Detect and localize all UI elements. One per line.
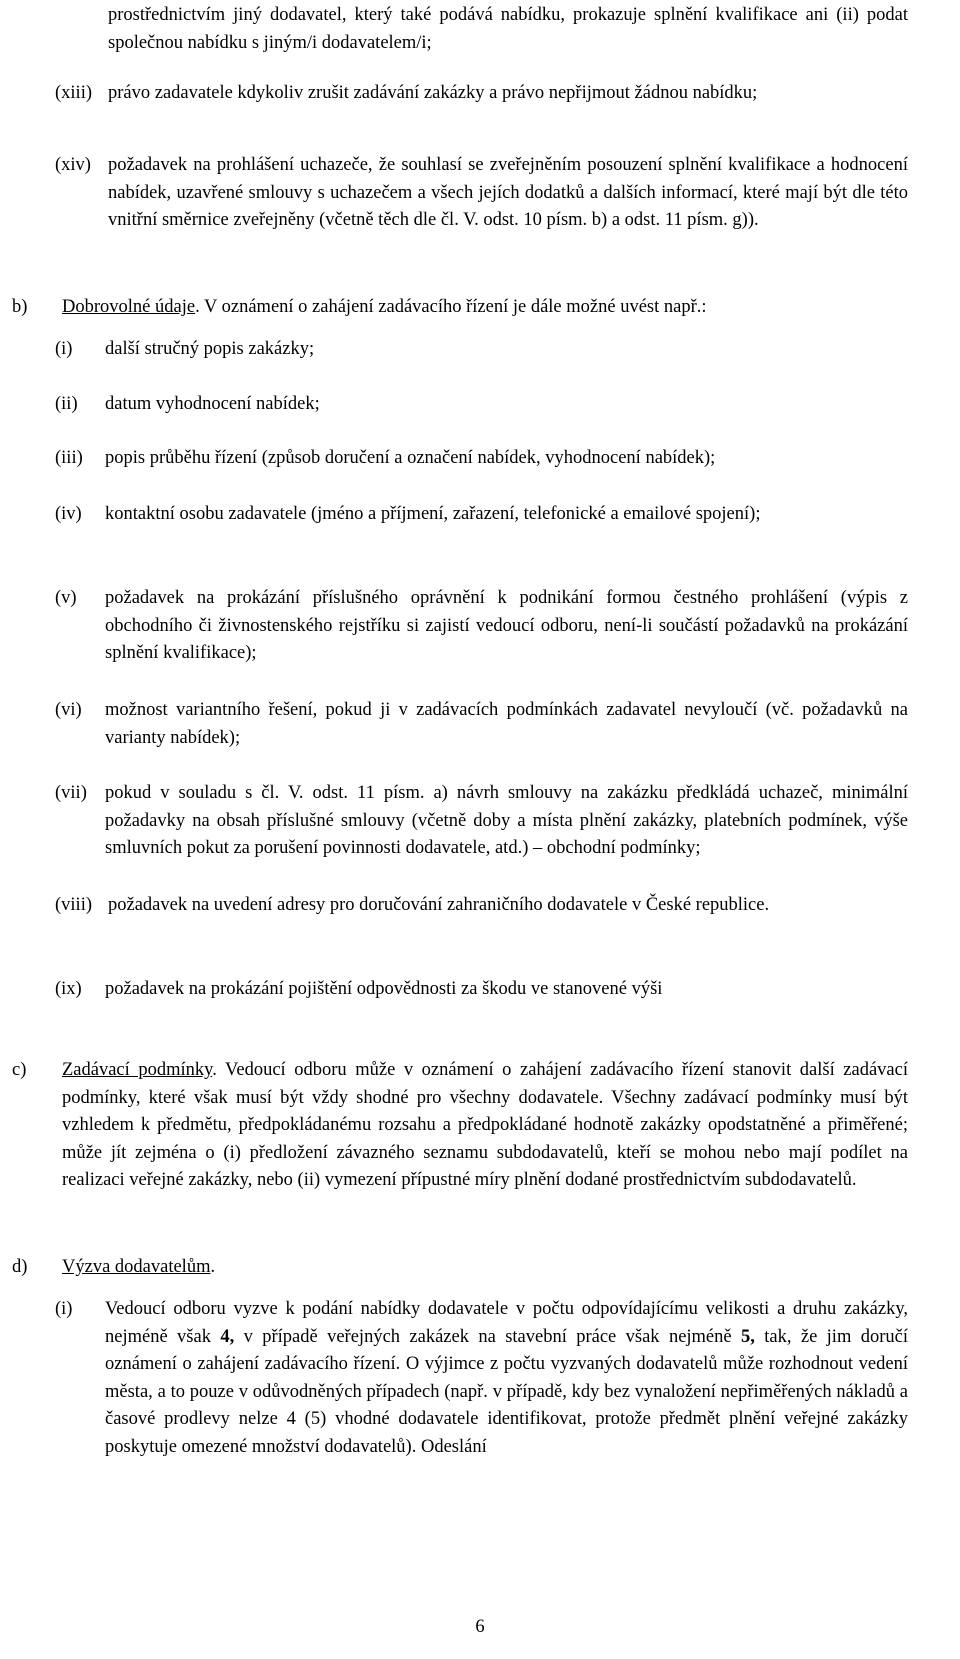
item-number: (vi) <box>55 700 82 720</box>
list-item <box>55 585 908 669</box>
item-text: požadavek na prokázání příslušného oprávnění k podnikání formou čestného prohlášení (výpis z obchodního či živnostenského rejstříku si zajistí vedoucí odboru, není-li součástí požadavků na prokázání splnění kvalifikace); <box>105 588 908 663</box>
item-number: (i) <box>55 1299 73 1319</box>
list-item <box>55 445 908 473</box>
item-text-part: v případě veřejných zakázek na stavební práce však nejméně <box>234 1326 741 1347</box>
item-text-part: tak, že jim doručí oznámení o zahájení zadávacího řízení. O výjimce z počtu vyzvaných dodavatelů může rozhodnout vedení města, a to pouze v odůvodněných případech (např. v případě, kdy bez vynaložení nepřiměřených nákladů a časové prodlevy nelze 4 (5) vhodné dodavatele identifikovat, protože předmět plnění veřejné zakázky poskytuje omezené množství dodavatelů). Odeslání <box>105 1326 908 1457</box>
list-item <box>55 780 908 892</box>
item-text <box>105 1296 908 1461</box>
section-c <box>12 1057 908 1253</box>
section-heading: Výzva dodavatelům <box>62 1257 211 1277</box>
section-heading-suffix: . <box>210 1257 216 1277</box>
section-d-heading <box>62 1254 908 1282</box>
section-letter: d) <box>12 1257 28 1277</box>
item-number: (iv) <box>55 504 82 524</box>
section-lead-text: . V oznámení o zahájení zadávacího řízení je dále možné uvést např.: <box>195 297 707 317</box>
item-text-bold: 4, <box>220 1326 235 1347</box>
section-body-text: . Vedoucí odboru může v oznámení o zahájení zadávacího řízení stanovit další zadávací podmínky, které však musí být vždy shodné pro všechny dodavatele. Všechny zadávací podmínky musí být vzhledem k předmětu, předpokládanému rozsahu a předpokládané hodnotě zakázky opodstatněné a přiměřené; může jít zejména o (i) předložení závazného seznamu subdodavatelů, kteří se mohou nebo mají podílet na realizaci veřejné zakázky, nebo (ii) vymezení přípustné míry plnění dodané prostřednictvím subdodavatelů. <box>62 1060 908 1190</box>
list-item <box>55 152 908 264</box>
list-item <box>55 1296 908 1520</box>
item-number: (vii) <box>55 783 87 803</box>
list-item <box>55 501 908 557</box>
section-heading: Zadávací podmínky <box>62 1060 213 1080</box>
section-d <box>12 1254 908 1282</box>
item-text: požadavek na uvedení adresy pro doručování zahraničního dodavatele v České republice. <box>108 895 770 915</box>
list-item <box>55 336 908 364</box>
section-letter: b) <box>12 297 28 317</box>
item-number: (viii) <box>55 895 92 915</box>
list-item <box>55 80 908 136</box>
item-text-part: Vedoucí odboru vyzve k podání nabídky dodavatele v počtu odpovídajícímu velikosti a druhu zakázky, nejméně však <box>105 1299 908 1347</box>
item-text-bold: 5, <box>741 1326 755 1347</box>
item-text: požadavek na prohlášení uchazeče, že souhlasí se zveřejněním posouzení splnění kvalifikace a hodnocení nabídek, uzavřené smlouvy s uchazečem a všech jejích dodatků a dalších informací, které mají být dle této vnitřní směrnice zveřejněny (včetně těch dle čl. V. odst. 10 písm. b) a odst. 11 písm. g)). <box>108 155 908 230</box>
list-item <box>55 892 908 948</box>
item-number: (ix) <box>55 979 82 999</box>
item-number: (xiii) <box>55 83 92 103</box>
item-text: další stručný popis zakázky; <box>105 339 315 359</box>
page-number: 6 <box>475 1617 485 1637</box>
item-text: požadavek na prokázání pojištění odpovědnosti za škodu ve stanovené výši <box>105 979 663 999</box>
item-text: kontaktní osobu zadavatele (jméno a příjmení, zařazení, telefonické a emailové spojení); <box>105 504 761 524</box>
section-c-text <box>62 1057 908 1195</box>
item-number: (xiv) <box>55 155 91 175</box>
item-number: (i) <box>55 339 73 359</box>
list-item <box>55 697 908 753</box>
item-text: pokud v souladu s čl. V. odst. 11 písm. a) návrh smlouvy na zakázku předkládá uchazeč, minimální požadavky na obsah příslušné smlouvy (včetně doby a místa plnění zakázky, platebních podmínek, výše smluvních pokut za porušení povinnosti dodavatele, atd.) – obchodní podmínky; <box>105 783 908 858</box>
list-item <box>55 976 908 1004</box>
item-number: (v) <box>55 588 77 608</box>
section-b <box>12 294 908 322</box>
item-number: (ii) <box>55 394 78 414</box>
item-text: právo zadavatele kdykoliv zrušit zadávání zakázky a právo nepřijmout žádnou nabídku; <box>108 83 758 103</box>
section-letter: c) <box>12 1060 27 1080</box>
section-heading: Dobrovolné údaje <box>62 297 196 317</box>
item-number: (iii) <box>55 448 83 468</box>
item-text: popis průběhu řízení (způsob doručení a označení nabídek, vyhodnocení nabídek); <box>105 448 716 468</box>
item-text: možnost variantního řešení, pokud ji v zadávacích podmínkách zadavatel nevyloučí (vč. požadavků na varianty nabídek); <box>105 700 908 748</box>
intro-paragraph: prostřednictvím jiný dodavatel, který také podává nabídku, prokazuje splnění kvalifikace ani (ii) podat společnou nabídku s jiným/i dodavatelem/i; <box>108 5 908 53</box>
section-b-lead <box>62 294 908 322</box>
item-text: datum vyhodnocení nabídek; <box>105 394 320 414</box>
list-item <box>55 391 908 419</box>
